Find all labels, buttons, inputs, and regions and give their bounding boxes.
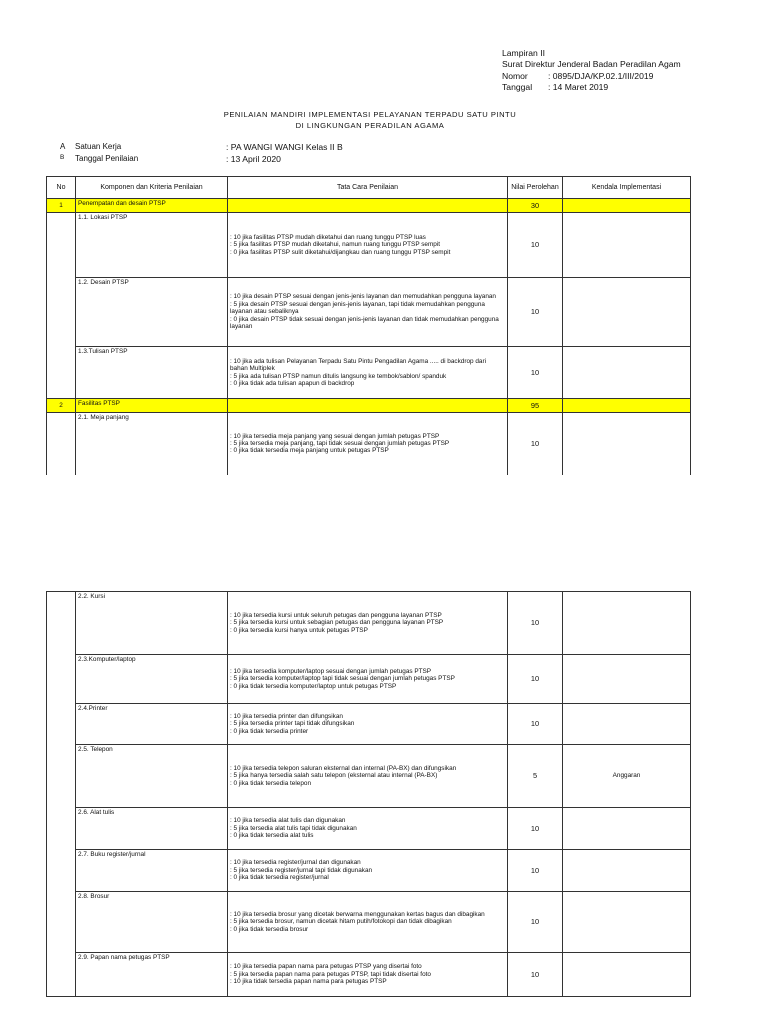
table-header-row bbox=[47, 177, 691, 199]
table-row bbox=[47, 892, 691, 953]
table-row bbox=[47, 213, 691, 278]
criterion-value: 10 bbox=[508, 704, 563, 745]
tanggal-value: : 14 Maret 2019 bbox=[548, 82, 609, 93]
title-line-2: DI LINGKUNGAN PERADILAN AGAMA bbox=[295, 120, 445, 130]
criterion-kendala: Anggaran bbox=[563, 745, 691, 808]
criterion-kendala bbox=[563, 850, 691, 892]
section-value: 95 bbox=[508, 399, 563, 413]
criterion-description: : 10 jika fasilitas PTSP mudah diketahui dan ruang tunggu PTSP luas : 5 jika fasilitas PTSP mudah diketahui, namun ruang tunggu PTSP sempit : 0 jika fasilitas PTSP sulit diketahui/dijangkau dan ruang tunggu PTSP sempit bbox=[228, 213, 508, 278]
criterion-description: : 10 jika tersedia telepon saluran eksternal dan internal (PA-BX) dan difungsikan : 5 jika hanya tersedia salah satu telepon (eksternal atau internal (PA-BX) : 0 jika tidak tersedia telepon bbox=[228, 745, 508, 808]
section-label: Penempatan dan desain PTSP bbox=[76, 199, 228, 213]
table-row bbox=[47, 347, 691, 399]
criterion-description: : 10 jika tersedia kursi untuk seluruh petugas dan pengguna layanan PTSP : 5 jika tersedia kursi untuk sebagian petugas dan pengguna layanan PTSP : 0 jika tersedia kursi hanya untuk petugas PTSP bbox=[228, 592, 508, 655]
header-nilai: Nilai Perolehan bbox=[508, 177, 563, 199]
criterion-label: 1.1. Lokasi PTSP bbox=[76, 213, 228, 278]
meta-row-tanggal-penilaian bbox=[60, 154, 460, 166]
criterion-label: 2.1. Meja panjang bbox=[76, 413, 228, 475]
criterion-label: 2.7. Buku register/jurnal bbox=[76, 850, 228, 892]
criterion-value: 10 bbox=[508, 808, 563, 850]
criterion-description: : 10 jika tersedia papan nama para petugas PTSP yang disertai foto : 5 jika tersedia papan nama para petugas PTSP, tapi tidak disertai foto : 10 jika tidak tersedia papan nama para petugas PTSP bbox=[228, 953, 508, 997]
header-komponen: Komponen dan Kriteria Penilaian bbox=[76, 177, 228, 199]
criterion-label: 1.3.Tulisan PTSP bbox=[76, 347, 228, 399]
criterion-value: 5 bbox=[508, 745, 563, 808]
criterion-label: 1.2. Desain PTSP bbox=[76, 278, 228, 347]
meta-row-satuan-kerja bbox=[60, 142, 460, 154]
criterion-kendala bbox=[563, 808, 691, 850]
criterion-description: : 10 jika tersedia printer dan difungsikan : 5 jika tersedia printer tapi tidak difungsikan : 0 jika tidak tersedia printer bbox=[228, 704, 508, 745]
criterion-value: 10 bbox=[508, 592, 563, 655]
meta-b-value: : 13 April 2020 bbox=[226, 154, 281, 164]
criterion-label: 2.5. Telepon bbox=[76, 745, 228, 808]
table-row bbox=[47, 655, 691, 704]
criterion-value: 10 bbox=[508, 850, 563, 892]
criterion-description: : 10 jika ada tulisan Pelayanan Terpadu Satu Pintu Pengadilan Agama ..... di backdrop dari bahan Multiplek : 5 jika ada tulisan PTSP namun ditulis langsung ke tembok/sablon/ spanduk : 0 jika tidak ada tulisan apapun di backdrop bbox=[228, 347, 508, 399]
meta-b-letter: B bbox=[60, 154, 65, 161]
nomor-value: : 0895/DJA/KP.02.1/III/2019 bbox=[548, 70, 654, 81]
criterion-label: 2.6. Alat tulis bbox=[76, 808, 228, 850]
table-row bbox=[47, 592, 691, 655]
criterion-description: : 10 jika desain PTSP sesuai dengan jenis-jenis layanan dan memudahkan pengguna layanan : 5 jika desain PTSP sesuai dengan jenis-jenis layanan, tapi tidak memudahkan pengguna layanan atau sebaliknya : 0 jika desain PTSP tidak sesuai dengan jenis-jenis layanan dan tidak memudahkan pengguna layanan bbox=[228, 278, 508, 347]
criterion-value: 10 bbox=[508, 347, 563, 399]
lampiran-title: Lampiran II bbox=[502, 48, 545, 58]
section-row-1 bbox=[47, 199, 691, 213]
criterion-kendala bbox=[563, 592, 691, 655]
meta-b-label: Tanggal Penilaian bbox=[75, 154, 139, 163]
section-label: Fasilitas PTSP bbox=[76, 399, 228, 413]
section-value: 30 bbox=[508, 199, 563, 213]
table-row bbox=[47, 278, 691, 347]
criterion-value: 10 bbox=[508, 278, 563, 347]
meta-a-letter: A bbox=[60, 142, 66, 151]
table-row bbox=[47, 413, 691, 475]
table-row bbox=[47, 953, 691, 997]
header-kendala: Kendala Implementasi bbox=[563, 177, 691, 199]
criterion-value: 10 bbox=[508, 892, 563, 953]
assessment-table-page-2 bbox=[46, 591, 691, 997]
criterion-kendala bbox=[563, 704, 691, 745]
criterion-kendala bbox=[563, 655, 691, 704]
header-tata-cara: Tata Cara Penilaian bbox=[228, 177, 508, 199]
criterion-description: : 10 jika tersedia brosur yang dicetak berwarna menggunakan kertas bagus dan dibagikan : 5 jika tersedia brosur, namun dicetak hitam putih/fotokopi dan tidak dibagikan : 0 jika tidak tersedia brosur bbox=[228, 892, 508, 953]
criterion-label: 2.4.Printer bbox=[76, 704, 228, 745]
meta-a-label: Satuan Kerja bbox=[75, 142, 122, 151]
table-row bbox=[47, 808, 691, 850]
criterion-description: : 10 jika tersedia alat tulis dan digunakan : 5 jika tersedia alat tulis tapi tidak digunakan : 0 jika tidak tersedia alat tulis bbox=[228, 808, 508, 850]
header-no: No bbox=[47, 177, 76, 199]
table-row bbox=[47, 704, 691, 745]
tanggal-label: Tanggal bbox=[502, 82, 533, 93]
section-row-2 bbox=[47, 399, 691, 413]
criterion-value: 10 bbox=[508, 953, 563, 997]
criterion-label: 2.8. Brosur bbox=[76, 892, 228, 953]
nomor-label: Nomor bbox=[502, 70, 528, 81]
lampiran-block bbox=[502, 48, 681, 94]
lampiran-subtitle: Surat Direktur Jenderal Badan Peradilan Agam bbox=[502, 59, 681, 70]
criterion-kendala bbox=[563, 892, 691, 953]
lampiran-tanggal-row bbox=[502, 82, 681, 93]
criterion-value: 10 bbox=[508, 213, 563, 278]
criterion-description: : 10 jika tersedia meja panjang yang sesuai dengan jumlah petugas PTSP : 5 jika tersedia meja panjang, tapi tidak sesuai dengan jumlah petugas PTSP : 0 jika tidak tersedia meja panjang untuk petugas PTSP bbox=[228, 413, 508, 475]
title-line-1: PENILAIAN MANDIRI IMPLEMENTASI PELAYANAN TERPADU SATU PINTU bbox=[223, 110, 517, 119]
assessment-table-page-1 bbox=[46, 176, 691, 475]
criterion-label: 2.9. Papan nama petugas PTSP bbox=[76, 953, 228, 997]
table-row bbox=[47, 745, 691, 808]
criterion-kendala bbox=[563, 953, 691, 997]
lampiran-nomor-row bbox=[502, 71, 681, 82]
section-no: 1 bbox=[47, 199, 76, 213]
criterion-label: 2.2. Kursi bbox=[76, 592, 228, 655]
criterion-label: 2.3.Komputer/laptop bbox=[76, 655, 228, 704]
meta-a-value: : PA WANGI WANGI Kelas II B bbox=[226, 142, 343, 152]
section-no: 2 bbox=[47, 399, 76, 413]
table-row bbox=[47, 850, 691, 892]
criterion-description: : 10 jika tersedia komputer/laptop sesuai dengan jumlah petugas PTSP : 5 jika tersedia komputer/laptop tapi tidak sesuai dengan jumlah petugas PTSP : 0 jika tidak tersedia komputer/laptop untuk petugas PTSP bbox=[228, 655, 508, 704]
criterion-description: : 10 jika tersedia register/jurnal dan digunakan : 5 jika tersedia register/jurnal tapi tidak digunakan : 0 jika tidak tersedia register/jurnal bbox=[228, 850, 508, 892]
criterion-value: 10 bbox=[508, 413, 563, 475]
document-title bbox=[0, 110, 740, 131]
criterion-value: 10 bbox=[508, 655, 563, 704]
